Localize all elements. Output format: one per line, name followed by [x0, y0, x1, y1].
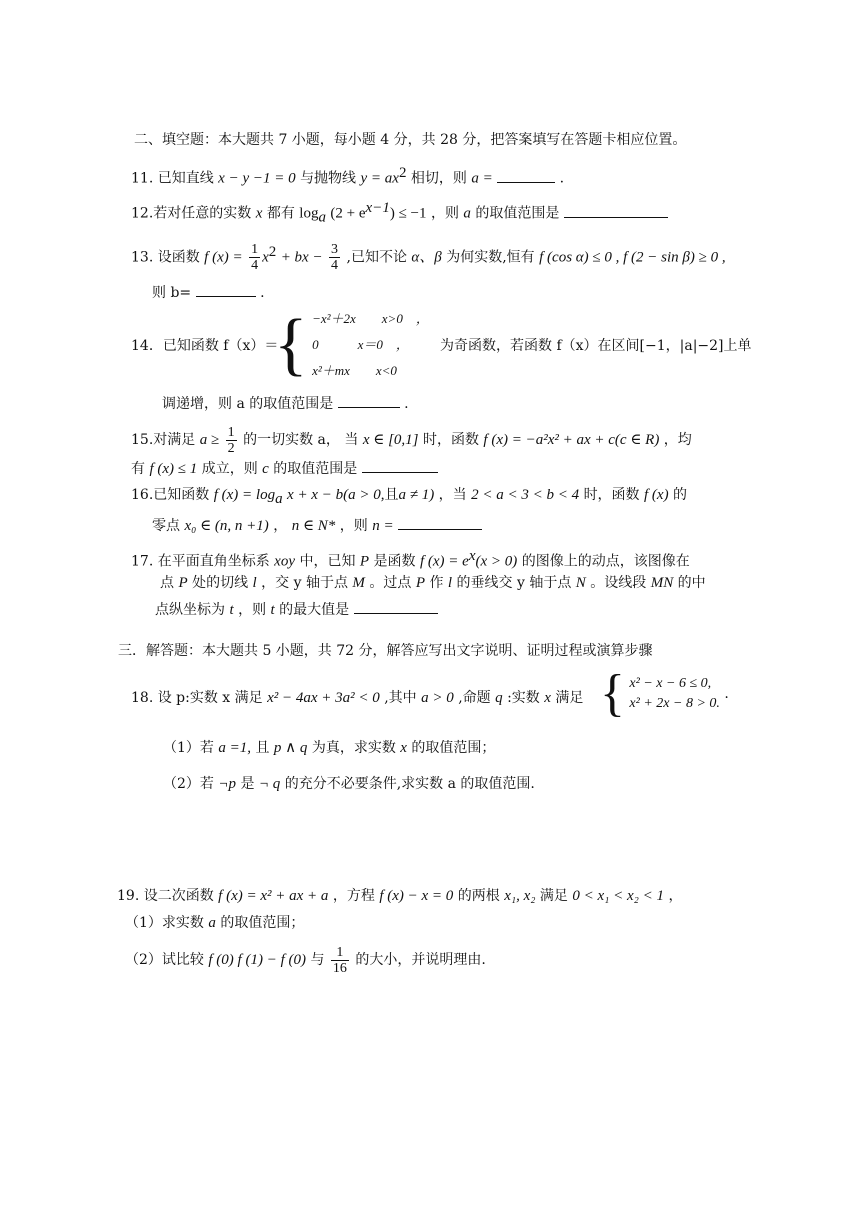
question-17-line-2	[160, 573, 706, 593]
q12-log-base: a	[318, 209, 326, 226]
q14-piecewise	[274, 306, 429, 384]
q18-p1-text-3: 为真，求实数	[311, 740, 396, 756]
q17-text-14: ，则	[238, 602, 267, 618]
q14-answer-blank[interactable]	[338, 393, 400, 408]
q14-brace: {	[274, 306, 308, 383]
q17-n: N	[575, 575, 586, 591]
q16-expr: x + x − b(a > 0,	[287, 487, 385, 503]
q13-frac1-den: 4	[251, 258, 259, 274]
q17-text-10: 的垂线交 y 轴于点	[456, 575, 572, 591]
question-18-part-2	[163, 774, 535, 794]
q15-c: c	[262, 461, 269, 477]
q17-f-exp: f (x) = e	[419, 553, 469, 570]
q19-text-2: ，方程	[332, 888, 375, 904]
question-15-line-2	[131, 458, 438, 479]
q17-text-1: 17. 在平面直角坐标系	[131, 553, 270, 570]
q18-p2-not-p: ¬p	[218, 776, 236, 792]
q13-f-def: f (x) =	[204, 249, 243, 266]
q12-text-3: ，则	[430, 205, 459, 222]
q15-text-7: 的取值范围是	[273, 461, 358, 477]
q11-line-equation: x − y −1 = 0	[218, 170, 296, 187]
q19-text-1: 19. 设二次函数	[117, 888, 214, 904]
q14-text: 调递增，则 a 的取值范围是	[162, 396, 334, 412]
q16-text-1: 16.已知函数	[131, 487, 210, 503]
q19-text-4: 满足	[539, 888, 568, 904]
q15-fraction-half	[226, 425, 237, 456]
q13-alpha-beta: α、β	[411, 249, 442, 266]
q18-p1-a-equals: a =1,	[218, 740, 251, 756]
q12-log: log	[299, 205, 319, 222]
q17-domain: (x > 0)	[475, 553, 518, 570]
q18-brace: {	[600, 665, 625, 722]
q18-p1-x: x	[400, 740, 407, 756]
q19-p1-text-1: （1）求实数	[125, 915, 204, 931]
q17-answer-blank[interactable]	[354, 599, 438, 614]
q12-answer-blank[interactable]	[564, 203, 668, 218]
q13-period: .	[260, 285, 265, 301]
q19-fraction-sixteenth	[331, 945, 349, 976]
q18-cases	[629, 674, 719, 714]
q18-period: .	[724, 686, 729, 702]
q18-case-1: x² − x − 6 ≤ 0,	[629, 676, 712, 691]
q18-text-5: 满足	[555, 690, 584, 706]
q17-text-15: 的最大值是	[279, 602, 350, 618]
q12-text-4: 的取值范围是	[475, 205, 560, 222]
q18-text-2: ,其中	[384, 690, 417, 706]
q17-t: t	[229, 602, 234, 618]
q13-frac2-num: 3	[331, 242, 339, 258]
q19-comma: ，	[668, 888, 683, 904]
q18-x: x	[544, 690, 551, 706]
q13-text-3: 为何实数,恒有	[446, 249, 535, 266]
q16-text-2: ，当	[438, 487, 467, 503]
q19-p1-a: a	[208, 915, 216, 931]
q16-log-base: a	[275, 490, 283, 507]
q17-l-2: l	[447, 575, 453, 591]
q17-p: P	[359, 553, 370, 570]
q18-system	[600, 665, 729, 722]
q14-case-3: x²＋mx x<0	[312, 363, 397, 378]
q17-l: l	[252, 575, 257, 591]
q17-text-11: 。设线段	[590, 575, 647, 591]
q19-p1-text-2: 的取值范围；	[220, 915, 305, 931]
q18-case-2: x² + 2x − 8 > 0.	[629, 696, 720, 711]
question-18	[131, 688, 583, 708]
q16-comma: ，	[273, 518, 288, 534]
q15-text-2: 的一切实数 a， 当	[243, 432, 359, 448]
q16-n-equals: n =	[372, 518, 394, 534]
q19-roots: x₁, x₂	[504, 888, 536, 904]
q16-text-6: ，则	[339, 518, 368, 534]
q16-zero-interval: x₀ ∈ (n, n +1)	[184, 518, 269, 534]
q17-text-8: 。过点	[369, 575, 412, 591]
q12-text-1: 12.若对任意的实数	[131, 205, 252, 222]
q13-x: x	[262, 249, 269, 266]
q13-fraction-quarter	[249, 242, 260, 273]
q14-cases	[312, 306, 429, 384]
q18-p2-text-2: 是	[240, 776, 255, 792]
question-14-suffix: 为奇函数，若函数 f（x）在区间[−1，|a|−2]上单	[440, 338, 752, 354]
q16-fx: f (x)	[644, 487, 669, 503]
q16-a-neq: a ≠ 1)	[398, 487, 435, 503]
q19-p2-text-3: 的大小，并说明理由.	[355, 952, 486, 968]
q17-m: M	[352, 575, 365, 591]
q11-a-equals: a =	[471, 170, 493, 187]
q15-text-5: 有	[131, 461, 145, 477]
q17-text-4: 的图像上的动点，该图像在	[521, 553, 690, 570]
q19-frac-num: 1	[331, 945, 349, 961]
q16-text-and: 且	[384, 487, 399, 503]
q13-text-2: ,已知不论	[346, 249, 407, 266]
q13-conditions: f (cos α) ≤ 0 , f (2 − sin β) ≥ 0 ,	[539, 249, 726, 266]
q17-text-5: 点	[160, 575, 174, 591]
q17-mn: MN	[650, 575, 674, 591]
q12-a: a	[463, 205, 471, 222]
q11-text-2: 与抛物线	[300, 170, 357, 187]
q19-function: f (x) = x² + ax + a	[218, 888, 329, 904]
q16-answer-blank[interactable]	[398, 515, 482, 530]
q19-equation: f (x) − x = 0	[379, 888, 454, 904]
q17-text-12: 的中	[677, 575, 706, 591]
question-18-part-1	[163, 738, 495, 758]
q19-root-condition: 0 < x₁ < x₂ < 1	[572, 888, 664, 904]
q15-text-6: 成立，则	[201, 461, 258, 477]
question-16-line-2	[152, 515, 482, 536]
q11-text-3: 相切，则	[410, 170, 467, 187]
q15-function: f (x) = −a²x² + ax + c(c ∈ R)	[483, 432, 660, 448]
q16-n-natural: n ∈ N*	[291, 518, 336, 534]
q12-x: x	[255, 205, 263, 222]
question-19-part-2	[125, 940, 486, 980]
q17-xoy: xoy	[274, 553, 295, 570]
q14-case-2: 0 x＝0 ，	[312, 337, 409, 352]
q17-t-2: t	[270, 602, 275, 618]
q12-text-2: 都有	[266, 205, 295, 222]
q17-text-9: 作	[429, 575, 444, 591]
q18-p1-p-and-q: p ∧ q	[273, 740, 308, 756]
q18-p1-text-2: 且	[255, 740, 270, 756]
q17-p-3: P	[415, 575, 425, 591]
q18-text-1: 18. 设 p:实数 x 满足	[131, 690, 263, 706]
q14-period: .	[404, 396, 409, 412]
q18-p2-text-3: 的充分不必要条件,求实数 a 的取值范围.	[284, 776, 535, 792]
q16-f-log: f (x) = log	[213, 487, 276, 503]
question-17	[131, 546, 690, 572]
question-15	[131, 420, 692, 460]
q19-p2-expr: f (0) f (1) − f (0)	[208, 952, 306, 968]
question-13	[131, 232, 726, 278]
question-16	[131, 485, 687, 509]
q18-p1-text-4: 的取值范围；	[411, 740, 496, 756]
q18-p2-not-q: ¬ q	[258, 776, 281, 792]
q18-q: q	[495, 690, 503, 706]
section-2-heading: 二、填空题：本大题共 7 小题，每小题 4 分，共 28 分，把答案填写在答题卡相应位置。	[134, 132, 687, 148]
q18-inequality: x² − 4ax + 3a² < 0	[267, 690, 380, 706]
q16-inequality: 2 < a < 3 < b < 4	[471, 487, 580, 503]
q15-answer-blank[interactable]	[362, 458, 438, 473]
q17-text-7: ，交 y 轴于点	[261, 575, 348, 591]
section-3-heading: 三．解答题：本大题共 5 小题，共 72 分，解答应写出文字说明、证明过程或演算步骤	[118, 643, 653, 659]
q15-text-1: 15.对满足	[131, 432, 196, 448]
q18-text-4: :实数	[507, 690, 540, 706]
q16-text-4: 的	[673, 487, 688, 503]
q13-exponent: 2	[268, 244, 277, 260]
question-14-line-2	[162, 393, 409, 414]
q13-b-equals: 则 b=	[152, 285, 192, 301]
q15-a-geq: a ≥	[199, 432, 220, 448]
q11-exponent: 2	[398, 165, 407, 181]
q13-fraction-three-quarters	[329, 242, 340, 273]
q15-text-3: 时，函数	[422, 432, 479, 448]
question-13-line-2	[152, 282, 265, 303]
q17-exponent: x	[468, 548, 476, 564]
q16-text-3: 时，函数	[583, 487, 640, 503]
q11-period: .	[559, 170, 565, 187]
q12-expr-2: ) ≤ −1	[389, 205, 427, 222]
question-14-prefix: 14．已知函数 f（x）＝	[131, 338, 279, 354]
q13-frac2-den: 4	[331, 258, 339, 274]
q18-p2-text-1: （2）若	[163, 776, 214, 792]
q11-parabola: y = ax	[360, 170, 399, 187]
q11-text-1: 11. 已知直线	[131, 170, 214, 187]
q15-x-interval: x ∈ [0,1]	[362, 432, 419, 448]
q17-text-13: 点纵坐标为	[155, 602, 225, 618]
q11-answer-blank[interactable]	[497, 168, 555, 183]
question-19	[117, 886, 682, 906]
q19-p2-text-1: （2）试比较	[125, 952, 204, 968]
q17-text-6: 处的切线	[192, 575, 249, 591]
q13-answer-blank[interactable]	[196, 282, 256, 297]
q19-p2-text-2: 与	[310, 952, 325, 968]
q17-p-2: P	[178, 575, 188, 591]
q12-exponent: x−1	[365, 200, 390, 216]
q15-frac-den: 2	[227, 440, 235, 456]
q19-frac-den: 16	[332, 960, 347, 976]
q19-text-3: 的两根	[457, 888, 500, 904]
question-12	[131, 198, 668, 227]
q18-text-3: ,命题	[458, 690, 491, 706]
q13-bx: + bx −	[280, 249, 323, 266]
question-19-part-1	[125, 913, 304, 933]
q15-condition: f (x) ≤ 1	[149, 461, 198, 477]
q16-text-5: 零点	[152, 518, 180, 534]
q15-frac-num: 1	[227, 424, 235, 440]
q18-a-positive: a > 0	[421, 690, 454, 706]
q14-case-1: −x²＋2x x>0 ，	[312, 311, 429, 326]
q15-text-4: ，均	[663, 432, 692, 448]
q18-p1-text-1: （1）若	[163, 740, 214, 756]
question-11	[131, 163, 564, 189]
q17-text-2: 中，已知	[299, 553, 356, 570]
q13-text-1: 13. 设函数	[131, 249, 200, 266]
q17-text-3: 是函数	[373, 553, 416, 570]
q12-expr-1: (2 + e	[330, 205, 366, 222]
question-17-line-3	[155, 599, 438, 620]
q13-frac1-num: 1	[251, 242, 259, 258]
